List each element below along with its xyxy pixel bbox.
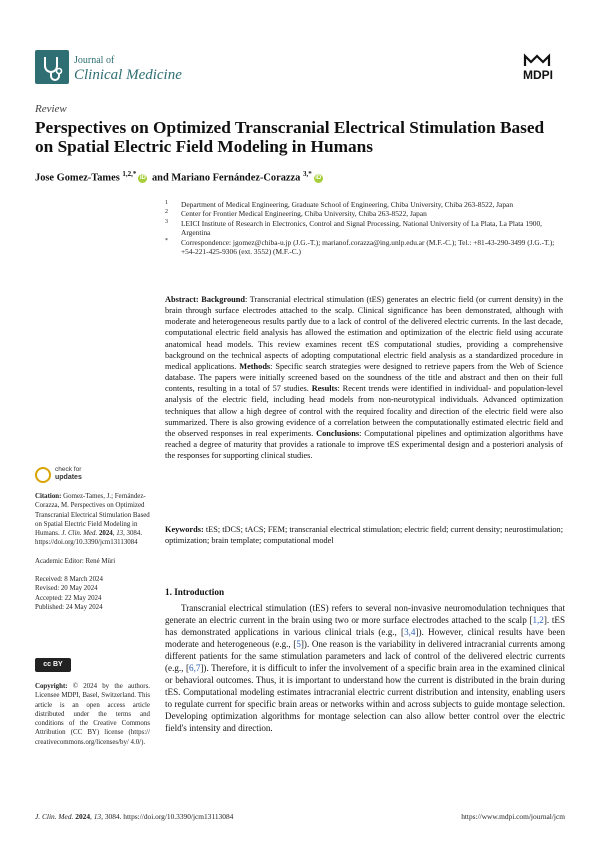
- academic-editor: Academic Editor: René Müri: [35, 557, 116, 565]
- abstract-results-label: Results: [311, 384, 338, 394]
- intro-text: ]. tES has demonstrated applications in various clinical trials (e.g., [: [165, 614, 565, 637]
- date-published: Published: 24 May 2024: [35, 603, 103, 611]
- cc-by-license-icon[interactable]: cc BY: [35, 658, 71, 672]
- affiliation-number: 1: [165, 200, 168, 206]
- affiliation-number: 3: [165, 218, 168, 225]
- article-info-column: [35, 492, 150, 612]
- reference-link[interactable]: 1,2: [532, 614, 544, 625]
- correspondence-text[interactable]: Correspondence: jgomez@chiba-u.jp (J.G.-T.); marianof.corazza@ing.unlp.edu.ar (M.F.-C.); Tel.: +81-43-290-3499 (J.G.-T.); +54-221-425-9306 (ext. 3552) (M.F.-C.): [181, 237, 555, 257]
- keywords-label: Keywords:: [165, 525, 204, 534]
- abstract-results: : Recent trends were identified in individual- and population-level analysis of the electric field, including head models from non-neurotypical individuals. Advanced optimization techniques that allow a high degree of control with the required focality and direction of the electric field were also summarized. There is also growing evidence of a correlation between the computationally estimated electric field and the observed responses in real experiments.: [165, 384, 563, 438]
- journal-name-line2: Clinical Medicine: [74, 67, 182, 83]
- abstract-background-label: Background: [201, 295, 245, 304]
- intro-text: Transcranial electrical stimulation (tES) refers to several non-invasive neuromodulation techniques that generate an electric current in the brain using two or more surface electrodes attached to the scalp [: [165, 603, 565, 625]
- abstract: [165, 294, 563, 461]
- abstract-methods-label: Methods: [239, 361, 271, 371]
- footer-journal: J. Clin. Med.: [35, 812, 74, 821]
- author-affiliation-marker: 3,*: [302, 170, 312, 178]
- mdpi-mark-icon: [515, 50, 561, 68]
- citation-label: Citation:: [35, 493, 62, 500]
- footer-doi[interactable]: , 3084. https://doi.org/10.3390/jcm13113084: [101, 812, 234, 821]
- section-heading: 1. Introduction: [165, 587, 225, 597]
- check-line2: updates: [55, 474, 82, 481]
- keywords: [165, 524, 563, 546]
- journal-name-line1: Journal of: [74, 55, 115, 66]
- citation-volume: 13: [116, 530, 124, 538]
- copyright-notice: [35, 682, 150, 747]
- date-revised: Revised: 20 May 2024: [35, 585, 98, 593]
- affiliation-number: 2: [165, 209, 168, 216]
- citation: Citation: Gomez-Tames, J.; Fernández-Corazza, M. Perspectives on Optimized Transcranial Electrical Stimulation Based on Spatial Electric Field Modeling in Humans. J. Clin. Med. 2024, 13, 3084. https://doi.org/10.3390/jcm13113084: [35, 493, 150, 547]
- author-affiliation-marker: 1,2,*: [122, 170, 137, 178]
- article-title: Perspectives on Optimized Transcranial Electrical Stimulation Based on Spatial Electric Field Modeling in Humans: [35, 118, 545, 156]
- check-icon: [35, 467, 51, 483]
- author-conjunction: and: [151, 172, 169, 184]
- affiliation-text: LEICI Institute of Research in Electronics, Control and Signal Processing, National University of La Plata, La Plata 1900, Argentina: [181, 218, 543, 238]
- author-name: Mariano Fernández-Corazza: [171, 172, 301, 184]
- check-for-updates-text: [55, 466, 82, 482]
- citation-journal: J. Clin. Med.: [61, 530, 98, 538]
- check-line1: check for: [55, 466, 82, 473]
- affiliation-item: [165, 200, 565, 209]
- citation-text: Gomez-Tames, J.; Fernández-Corazza, M. Perspectives on Optimized Transcranial Electrical Stimulation Based on Spatial Electric Field Modeling in Humans.: [35, 493, 150, 538]
- affiliation-item: [165, 219, 565, 238]
- citation-doi[interactable]: , 3084. https://doi.org/10.3390/jcm13113084: [35, 530, 143, 547]
- journal-logo: [35, 50, 69, 84]
- intro-text: ]). Therefore, it is difficult to infer the involvement of a specific brain area in the examined clinical or behavioral outcomes. Thus, it is important to understand how the current is distributed in the brain during tES. Computational modeling estimates intracranial electric current distribution and intensity, enabling users to regulate current for specific brain areas or networks within and across subjects to guide montage selection. Developing optimization algorithms for montage selection can also allow better control over the electric field's intensity and direction.: [165, 662, 565, 733]
- introduction-paragraph: [165, 603, 565, 734]
- copyright-label: Copyright:: [35, 683, 68, 690]
- footer-journal-url[interactable]: https://www.mdpi.com/journal/jcm: [461, 812, 565, 821]
- orcid-icon[interactable]: iD: [315, 175, 322, 182]
- abstract-label: Abstract:: [165, 295, 199, 304]
- publisher-name: MDPI: [523, 68, 553, 82]
- abstract-conclusions-label: Conclusions: [316, 428, 360, 438]
- citation-year: 2024: [98, 530, 113, 538]
- affiliation-text: Center for Frontier Medical Engineering, Chiba University, Chiba 263-8522, Japan: [181, 209, 427, 219]
- author-name: Jose Gomez-Tames: [35, 172, 120, 184]
- date-accepted: Accepted: 22 May 2024: [35, 594, 102, 602]
- abstract-methods: : Specific search strategies were designed to retrieve papers from the Web of Science database. The papers were initially screened based on the soundness of the title and abstract and then on their full contents, resulting in a total of 57 studies.: [165, 361, 564, 394]
- correspondence-item: [165, 238, 565, 257]
- reference-link[interactable]: 5: [296, 638, 301, 649]
- reference-link[interactable]: 3,4: [404, 626, 416, 637]
- publisher-logo: [515, 50, 561, 80]
- article-type: Review: [35, 103, 67, 115]
- correspondence-marker: *: [165, 237, 168, 244]
- orcid-icon[interactable]: iD: [139, 175, 146, 182]
- intro-text: ]). One reason is the variability in delivered intracranial currents among different patients for the same stimulation parameters and lack of control of the delivered electric currents (e.g., [: [165, 638, 565, 673]
- abstract-conclusions: : Computational pipelines and optimization algorithms have reached a degree of maturity that provides a rationale to improve tES experimental design and a posteriori analysis of the responses for supporting clinical studies.: [165, 428, 564, 461]
- affiliation-item: [165, 209, 565, 218]
- reference-link[interactable]: 6,7: [189, 662, 201, 673]
- keywords-text: tES; tDCS; tACS; FEM; transcranial electrical stimulation; electric field; current density; neurostimulation; optimization; brain template; computational model: [165, 525, 563, 546]
- footer-volume: 13: [93, 812, 102, 821]
- author-list: [35, 170, 325, 183]
- footer-citation: J. Clin. Med. 2024, 13, 3084. https://doi.org/10.3390/jcm13113084: [35, 812, 234, 821]
- date-received: Received: 8 March 2024: [35, 576, 103, 584]
- copyright-text: © 2024 by the authors. Licensee MDPI, Basel, Switzerland. This article is an open access article distributed under the terms and conditions of the Creative Commons Attribution (CC BY) license (https:// creativecommons.org/licenses/by/ 4.0/).: [35, 683, 150, 746]
- affiliations: [165, 200, 565, 256]
- affiliation-text: Department of Medical Engineering, Graduate School of Engineering, Chiba University, Chiba 263-8522, Japan: [181, 200, 514, 209]
- intro-text: ]). However, clinical results have been moderate and heterogeneous (e.g., [: [165, 626, 565, 649]
- check-for-updates-badge[interactable]: [35, 466, 95, 486]
- abstract-background: : Transcranial electrical stimulation (tES) generates an electric field (or current density) in the brain through surface electrodes attached to the scalp. Clinical significance has been demonstrated, although with moderate and heterogeneous results partly due to a lack of control of the delivered electric currents. In the last decade, computational electric field analysis has allowed the estimation and optimization of the electric field using accurate anatomical head models. This review examines recent tES computational studies, providing a comprehensive background on the technical aspects of adopting computational electric field analysis as a standardized procedure in medical applications.: [165, 295, 563, 371]
- stethoscope-icon: [35, 50, 69, 84]
- footer-year: 2024: [75, 812, 91, 821]
